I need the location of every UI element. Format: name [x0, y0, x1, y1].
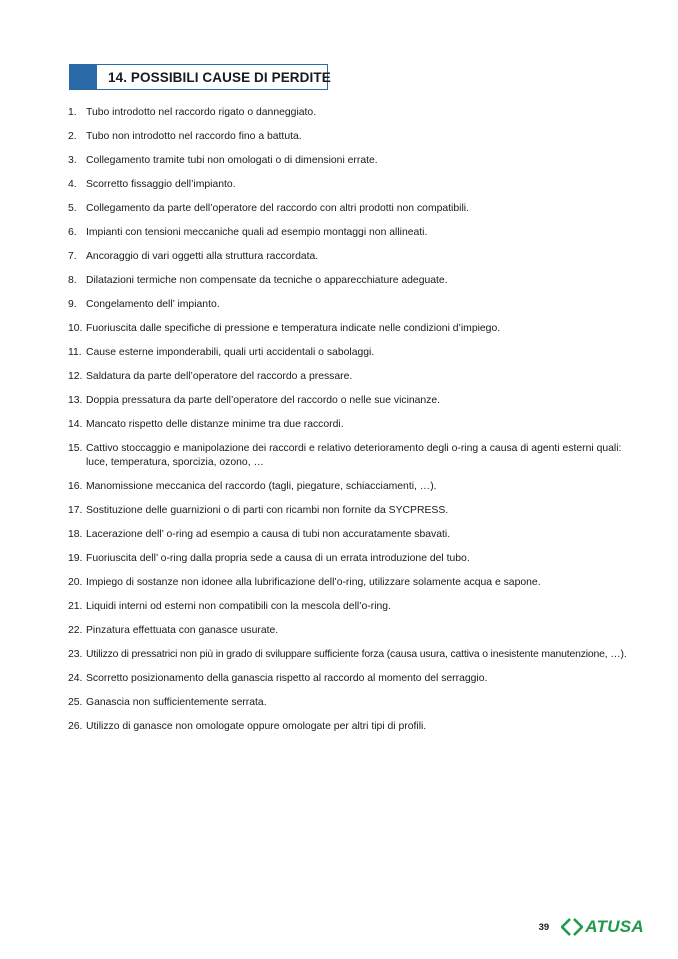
brand-name: ATUSA	[585, 917, 644, 936]
list-item	[68, 202, 628, 216]
list-item-text: Manomissione meccanica del raccordo (tagli, piegature, schiacciamenti, …).	[86, 481, 437, 492]
list-item-text: Doppia pressatura da parte dell’operatore del raccordo o nelle sue vicinanze.	[86, 395, 441, 406]
list-item	[68, 394, 628, 408]
list-item	[68, 154, 628, 168]
list-item	[68, 576, 628, 590]
list-item-text: Scorretto posizionamento della ganascia rispetto al raccordo al momento del serraggio.	[86, 673, 488, 684]
list-item-text: Impiego di sostanze non idonee alla lubrificazione dell’o-ring, utilizzare solamente acqua e sapone.	[86, 577, 541, 588]
list-item-text: Congelamento dell’ impianto.	[86, 299, 220, 310]
list-item	[68, 322, 628, 336]
list-item-text: Scorretto fissaggio dell’impianto.	[86, 179, 236, 190]
list-item-text: Tubo non introdotto nel raccordo fino a battuta.	[86, 131, 302, 142]
list-item-text: Saldatura da parte dell’operatore del raccordo a pressare.	[86, 371, 353, 382]
list-item-text: Utilizzo di pressatrici non più in grado di sviluppare sufficiente forza (causa usura, cattiva o inesistente manutenzione, …).	[86, 649, 627, 660]
list-item	[68, 346, 628, 360]
list-item-text: Collegamento da parte dell’operatore del raccordo con altri prodotti non compatibili.	[86, 203, 469, 214]
list-item	[68, 178, 628, 192]
list-item	[68, 600, 628, 614]
list-item-text: Liquidi interni od esterni non compatibili con la mescola dell’o-ring.	[86, 601, 391, 612]
list-item-number: 13.	[68, 395, 83, 406]
list-item-number: 3.	[68, 155, 77, 166]
section-header	[69, 64, 331, 90]
list-item-number: 1.	[68, 107, 77, 118]
list-item	[68, 648, 628, 662]
list-item-text: Collegamento tramite tubi non omologati o di dimensioni errate.	[86, 155, 378, 166]
list-item	[68, 106, 628, 120]
list-item-text: Fuoriuscita dalle specifiche di pressione e temperatura indicate nelle condizioni d’impiego.	[86, 323, 501, 334]
list-item	[68, 226, 628, 240]
list-item	[68, 130, 628, 144]
list-item-number: 11.	[68, 347, 82, 358]
list-item-number: 22.	[68, 625, 83, 636]
list-item-text: Dilatazioni termiche non compensate da tecniche o apparecchiature adeguate.	[86, 275, 448, 286]
list-item	[68, 480, 628, 494]
list-item-text: Mancato rispetto delle distanze minime tra due raccordi.	[86, 419, 344, 430]
list-item	[68, 504, 628, 518]
list-item-text: Cause esterne imponderabili, quali urti accidentali o sabolaggi.	[86, 347, 375, 358]
list-item-text: Cattivo stoccaggio e manipolazione dei raccordi e relativo deterioramento degli o-ring a causa di agenti esterni quali: luce, temperatura, sporcizia, ozono, …	[86, 443, 622, 468]
list-item	[68, 552, 628, 566]
list-item	[68, 720, 628, 734]
list-item-number: 5.	[68, 203, 77, 214]
list-item	[68, 442, 628, 470]
page-footer	[539, 917, 644, 937]
brand-logo	[561, 917, 644, 937]
list-item-number: 15.	[68, 443, 83, 454]
list-item-number: 20.	[68, 577, 83, 588]
list-item-number: 10.	[68, 323, 83, 334]
list-item	[68, 274, 628, 288]
list-item	[68, 696, 628, 710]
list-item-number: 9.	[68, 299, 77, 310]
list-item-number: 7.	[68, 251, 77, 262]
list-item-text: Tubo introdotto nel raccordo rigato o danneggiato.	[86, 107, 317, 118]
list-item-text: Pinzatura effettuata con ganasce usurate.	[86, 625, 279, 636]
list-item-text: Ancoraggio di vari oggetti alla struttura raccordata.	[86, 251, 319, 262]
list-item	[68, 298, 628, 312]
list-item-number: 4.	[68, 179, 77, 190]
page-title: 14. POSSIBILI CAUSE DI PERDITE	[108, 69, 331, 85]
list-item-text: Ganascia non sufficientemente serrata.	[86, 697, 267, 708]
list-item-text: Sostituzione delle guarnizioni o di parti con ricambi non fornite da SYCPRESS.	[86, 505, 449, 516]
list-item-number: 2.	[68, 131, 77, 142]
list-item-number: 8.	[68, 275, 77, 286]
causes-list	[68, 106, 628, 744]
list-item	[68, 250, 628, 264]
list-item	[68, 418, 628, 432]
list-item-text: Impianti con tensioni meccaniche quali ad esempio montaggi non allineati.	[86, 227, 428, 238]
list-item-number: 12.	[68, 371, 83, 382]
list-item-number: 19.	[68, 553, 83, 564]
list-item-number: 21.	[68, 601, 83, 612]
section-header-accent	[70, 65, 97, 89]
list-item-number: 23.	[68, 649, 83, 660]
list-item-number: 25.	[68, 697, 83, 708]
atusa-logo-icon	[561, 918, 583, 936]
page-number: 39	[538, 921, 550, 933]
list-item-number: 17.	[68, 505, 83, 516]
list-item-number: 16.	[68, 481, 83, 492]
list-item-number: 18.	[68, 529, 83, 540]
list-item-text: Fuoriuscita dell’ o-ring dalla propria sede a causa di un errata introduzione del tubo.	[86, 553, 470, 564]
list-item-number: 6.	[68, 227, 77, 238]
list-item-number: 26.	[68, 721, 83, 732]
list-item-number: 24.	[68, 673, 83, 684]
list-item	[68, 370, 628, 384]
list-item	[68, 672, 628, 686]
list-item-text: Lacerazione dell’ o-ring ad esempio a causa di tubi non accuratamente sbavati.	[86, 529, 451, 540]
list-item-number: 14.	[68, 419, 83, 430]
list-item	[68, 528, 628, 542]
list-item	[68, 624, 628, 638]
list-item-text: Utilizzo di ganasce non omologate oppure omologate per altri tipi di profili.	[86, 721, 427, 732]
